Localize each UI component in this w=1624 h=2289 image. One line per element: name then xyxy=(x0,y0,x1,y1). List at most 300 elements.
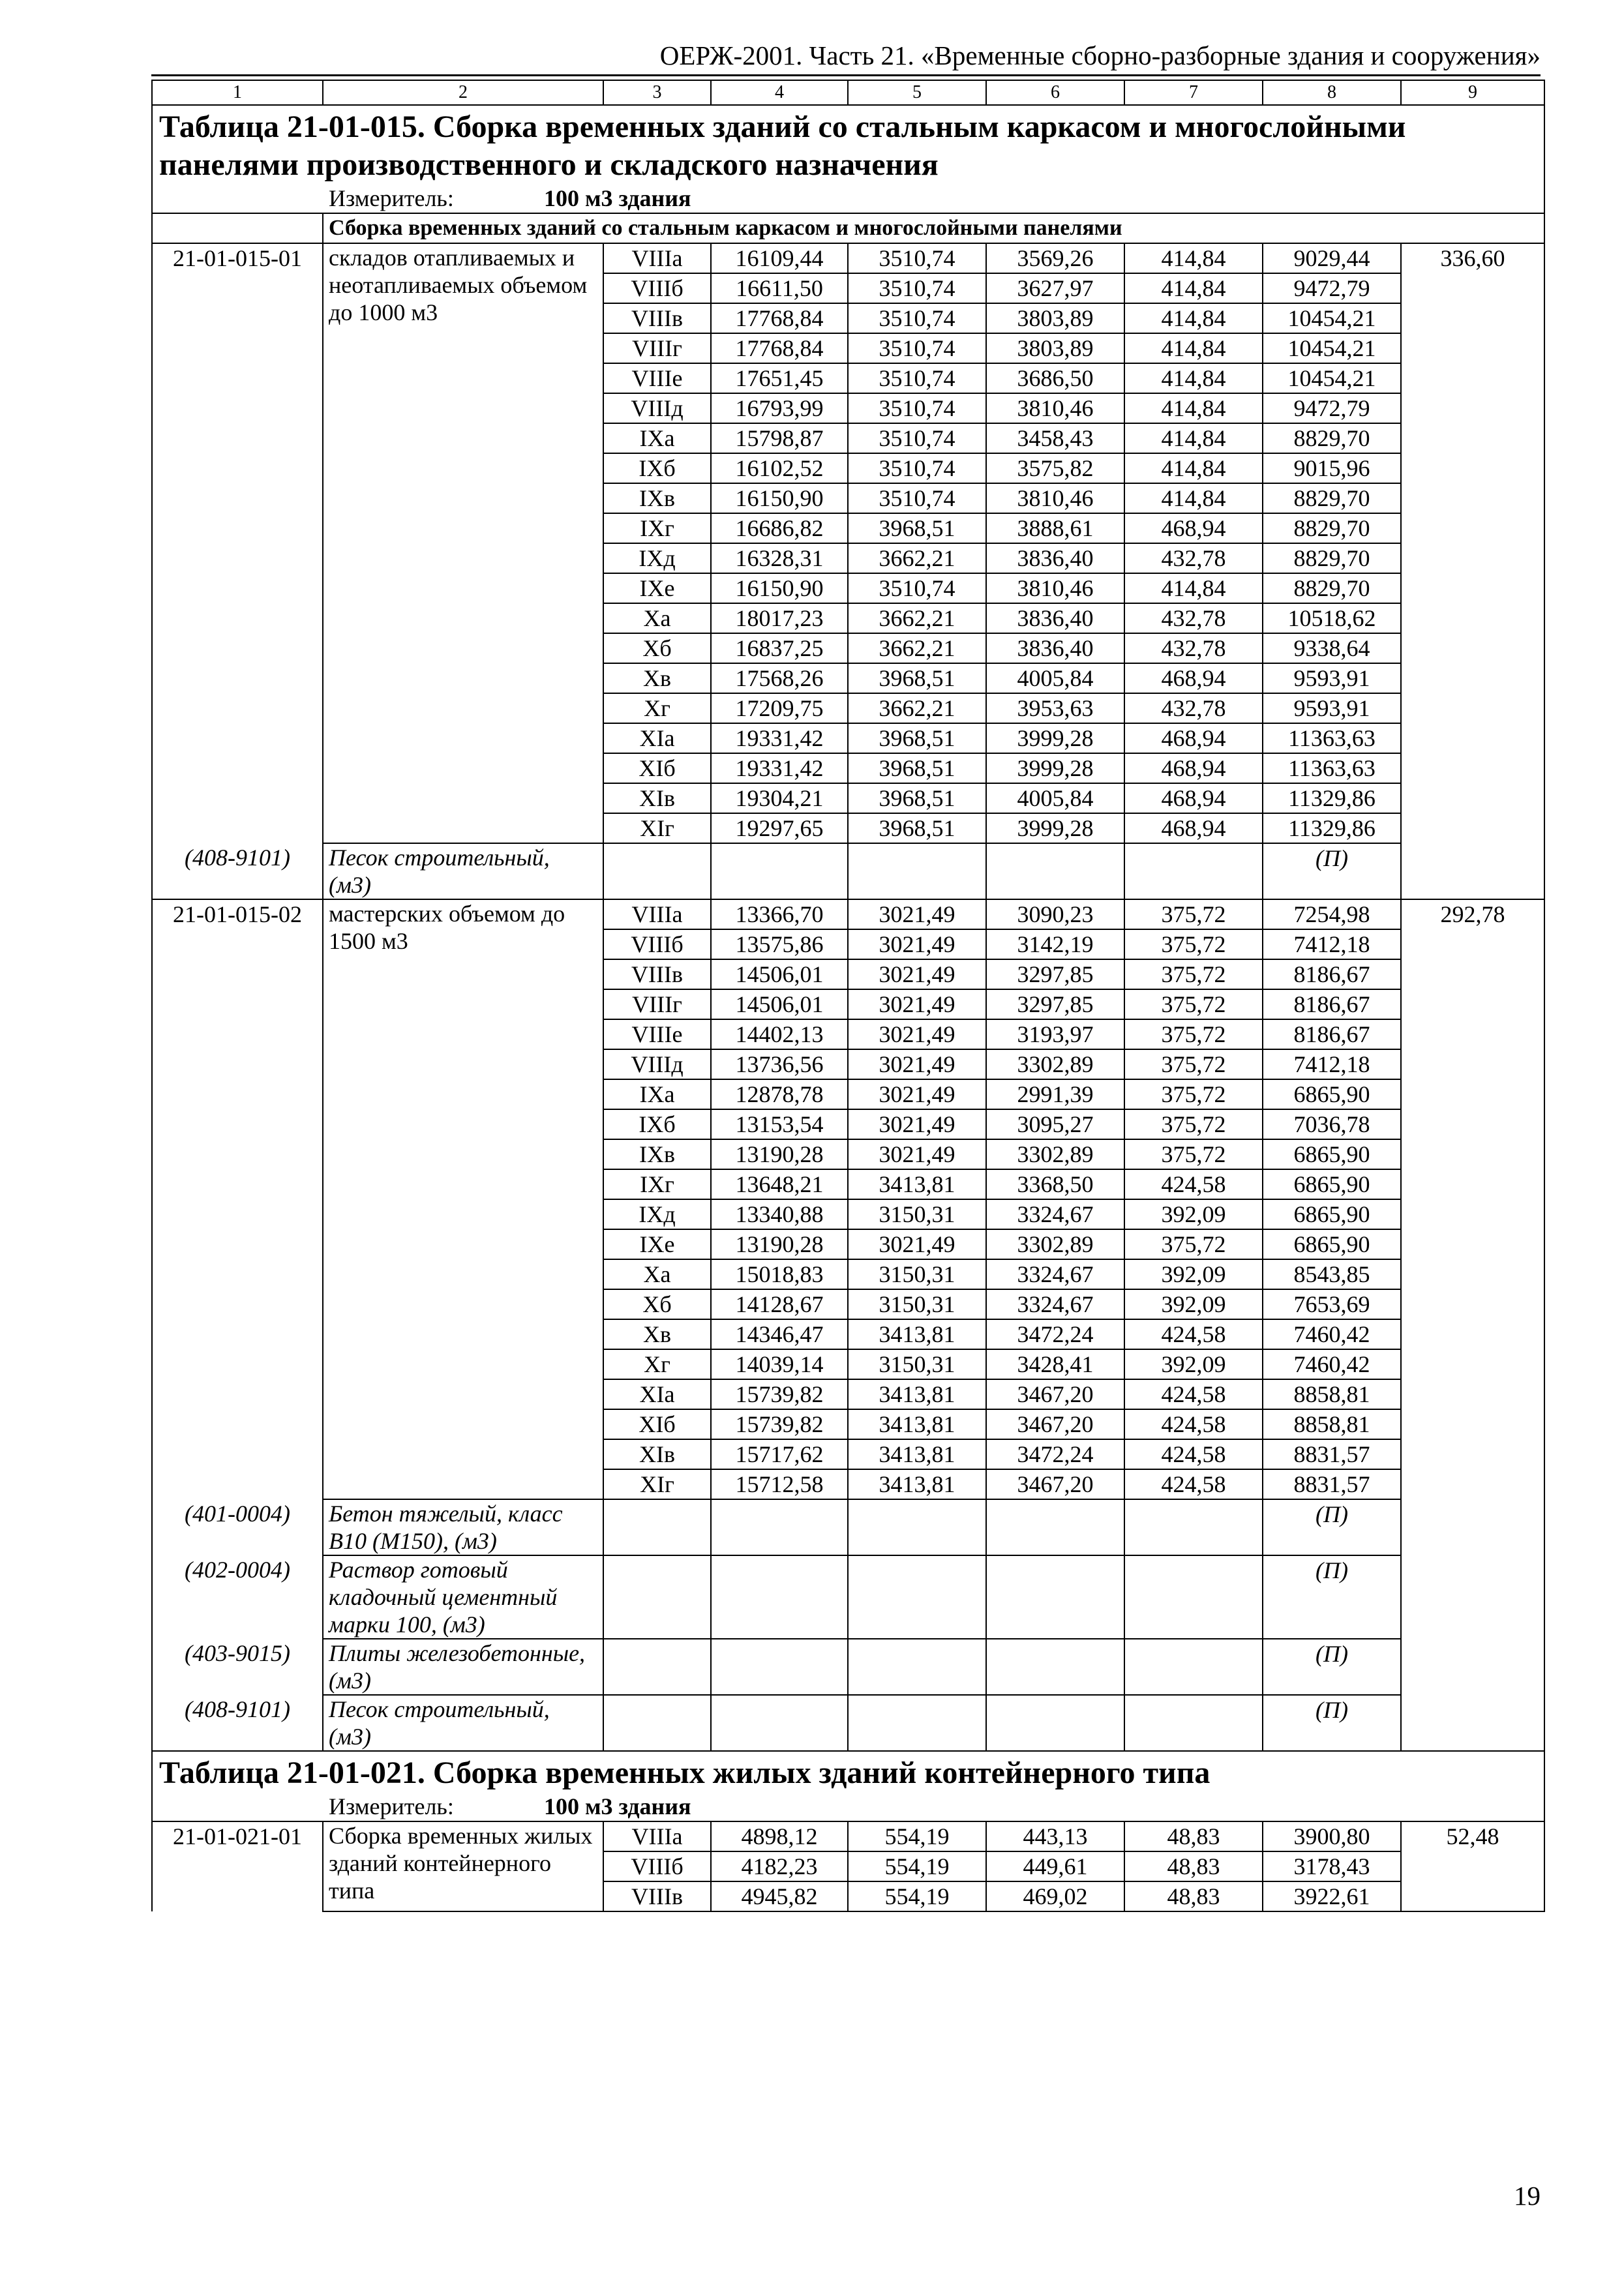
value-cell: 13153,54 xyxy=(711,1109,848,1139)
value-cell: 7036,78 xyxy=(1263,1109,1401,1139)
material-name: Песок строительный, (м3) xyxy=(323,843,603,899)
table-cell xyxy=(152,1049,323,1079)
value-cell: 3297,85 xyxy=(986,989,1124,1019)
value-cell: 8829,70 xyxy=(1263,543,1401,573)
value-cell: 414,84 xyxy=(1124,303,1263,333)
table-title: Таблица 21-01-021. Сборка временных жилых зданий контейнерного типа xyxy=(152,1751,1544,1792)
value-cell: 8543,85 xyxy=(1263,1259,1401,1289)
value-cell: 3458,43 xyxy=(986,423,1124,453)
table-title: Таблица 21-01-015. Сборка временных зданий со стальным каркасом и многослойными панелями производственного и складского назначения xyxy=(152,105,1544,184)
table-cell xyxy=(711,1499,848,1555)
value-cell: 3021,49 xyxy=(848,929,986,959)
value-cell: 9338,64 xyxy=(1263,633,1401,663)
value-cell: 13190,28 xyxy=(711,1229,848,1259)
table-cell xyxy=(711,1639,848,1695)
value-cell: 14128,67 xyxy=(711,1289,848,1319)
running-header: ОЕРЖ-2001. Часть 21. «Временные сборно-разборные здания и сооружения» xyxy=(151,37,1541,76)
material-code: (408-9101) xyxy=(152,843,323,899)
value-cell: 424,58 xyxy=(1124,1319,1263,1349)
material-name: Песок строительный, (м3) xyxy=(323,1695,603,1751)
value-cell: 7460,42 xyxy=(1263,1319,1401,1349)
table-cell xyxy=(711,1555,848,1639)
material-flag: (П) xyxy=(1263,843,1401,899)
value-cell: 6865,90 xyxy=(1263,1169,1401,1199)
value-cell: IXб xyxy=(603,1109,711,1139)
value-cell: VIIIг xyxy=(603,989,711,1019)
value-cell: 3510,74 xyxy=(848,483,986,513)
value-cell: 3142,19 xyxy=(986,929,1124,959)
value-cell: 554,19 xyxy=(848,1881,986,1911)
column-number: 7 xyxy=(1124,80,1263,105)
table-cell xyxy=(603,1639,711,1695)
rate-column-9: 336,60 xyxy=(1401,243,1544,899)
value-cell: 8829,70 xyxy=(1263,423,1401,453)
column-number: 3 xyxy=(603,80,711,105)
value-cell: 432,78 xyxy=(1124,693,1263,723)
value-cell: Xб xyxy=(603,1289,711,1319)
table-cell xyxy=(152,1079,323,1109)
table-cell xyxy=(603,843,711,899)
material-name: Плиты железобетонные, (м3) xyxy=(323,1639,603,1695)
table-cell xyxy=(152,603,323,633)
value-cell: VIIIб xyxy=(603,273,711,303)
value-cell: VIIIб xyxy=(603,1851,711,1881)
value-cell: 10454,21 xyxy=(1263,333,1401,363)
rate-column-9: 292,78 xyxy=(1401,899,1544,1751)
value-cell: 3968,51 xyxy=(848,723,986,753)
material-flag: (П) xyxy=(1263,1639,1401,1695)
value-cell: 4182,23 xyxy=(711,1851,848,1881)
value-cell: 3922,61 xyxy=(1263,1881,1401,1911)
value-cell: 3810,46 xyxy=(986,573,1124,603)
table-cell xyxy=(152,1439,323,1469)
value-cell: 3803,89 xyxy=(986,303,1124,333)
item-name: складов отапливаемых и неотапливаемых объемом до 1000 м3 xyxy=(323,243,603,843)
rate-column-9: 52,48 xyxy=(1401,1821,1544,1911)
value-cell: 9472,79 xyxy=(1263,273,1401,303)
value-cell: 13575,86 xyxy=(711,929,848,959)
value-cell: 19331,42 xyxy=(711,753,848,783)
value-cell: 375,72 xyxy=(1124,1139,1263,1169)
table-cell xyxy=(152,213,323,243)
value-cell: 3413,81 xyxy=(848,1319,986,1349)
value-cell: 8829,70 xyxy=(1263,513,1401,543)
value-cell: XIа xyxy=(603,723,711,753)
value-cell: 3467,20 xyxy=(986,1409,1124,1439)
value-cell: 424,58 xyxy=(1124,1169,1263,1199)
page-number: 19 xyxy=(1514,2181,1541,2211)
value-cell: 375,72 xyxy=(1124,1019,1263,1049)
value-cell: 8831,57 xyxy=(1263,1439,1401,1469)
value-cell: Xб xyxy=(603,633,711,663)
value-cell: 3888,61 xyxy=(986,513,1124,543)
value-cell: 424,58 xyxy=(1124,1469,1263,1499)
value-cell: 3810,46 xyxy=(986,483,1124,513)
value-cell: 13366,70 xyxy=(711,899,848,929)
value-cell: 3090,23 xyxy=(986,899,1124,929)
table-cell xyxy=(152,1019,323,1049)
value-cell: Xг xyxy=(603,693,711,723)
value-cell: 8858,81 xyxy=(1263,1409,1401,1439)
table-cell xyxy=(152,333,323,363)
value-cell: 16793,99 xyxy=(711,393,848,423)
value-cell: VIIIа xyxy=(603,243,711,273)
table-cell xyxy=(152,753,323,783)
value-cell: 15717,62 xyxy=(711,1439,848,1469)
column-number: 8 xyxy=(1263,80,1401,105)
value-cell: 3810,46 xyxy=(986,393,1124,423)
value-cell: 3662,21 xyxy=(848,693,986,723)
measure-cell xyxy=(152,1792,1544,1821)
table-cell xyxy=(848,1499,986,1555)
material-name: Раствор готовый кладочный цементный марки 100, (м3) xyxy=(323,1555,603,1639)
value-cell: 4945,82 xyxy=(711,1881,848,1911)
table-cell xyxy=(152,273,323,303)
table-cell xyxy=(152,813,323,843)
value-cell: 9472,79 xyxy=(1263,393,1401,423)
column-number: 1 xyxy=(152,80,323,105)
value-cell: 8831,57 xyxy=(1263,1469,1401,1499)
value-cell: 16328,31 xyxy=(711,543,848,573)
table-cell xyxy=(986,1555,1124,1639)
value-cell: 3021,49 xyxy=(848,1019,986,1049)
table-cell xyxy=(152,1409,323,1439)
value-cell: 3686,50 xyxy=(986,363,1124,393)
value-cell: 11329,86 xyxy=(1263,783,1401,813)
value-cell: 392,09 xyxy=(1124,1199,1263,1229)
table-cell xyxy=(152,1379,323,1409)
table-cell xyxy=(152,1109,323,1139)
value-cell: 414,84 xyxy=(1124,423,1263,453)
material-flag: (П) xyxy=(1263,1695,1401,1751)
value-cell: 9029,44 xyxy=(1263,243,1401,273)
value-cell: VIIIв xyxy=(603,959,711,989)
value-cell: VIIIв xyxy=(603,1881,711,1911)
value-cell: IXв xyxy=(603,483,711,513)
value-cell: 10454,21 xyxy=(1263,363,1401,393)
value-cell: 414,84 xyxy=(1124,363,1263,393)
table-cell xyxy=(152,723,323,753)
value-cell: 3968,51 xyxy=(848,813,986,843)
value-cell: 469,02 xyxy=(986,1881,1124,1911)
value-cell: 3413,81 xyxy=(848,1409,986,1439)
table-cell xyxy=(711,1695,848,1751)
material-code: (408-9101) xyxy=(152,1695,323,1751)
value-cell: VIIIд xyxy=(603,1049,711,1079)
value-cell: 14506,01 xyxy=(711,959,848,989)
material-flag: (П) xyxy=(1263,1499,1401,1555)
value-cell: 443,13 xyxy=(986,1821,1124,1851)
value-cell: IXа xyxy=(603,423,711,453)
value-cell: Xа xyxy=(603,603,711,633)
value-cell: 10454,21 xyxy=(1263,303,1401,333)
table-cell xyxy=(603,1695,711,1751)
table-cell xyxy=(848,1555,986,1639)
column-number: 4 xyxy=(711,80,848,105)
value-cell: 3095,27 xyxy=(986,1109,1124,1139)
value-cell: 375,72 xyxy=(1124,899,1263,929)
value-cell: 13340,88 xyxy=(711,1199,848,1229)
table-cell xyxy=(152,423,323,453)
value-cell: Xа xyxy=(603,1259,711,1289)
value-cell: 3569,26 xyxy=(986,243,1124,273)
value-cell: 3999,28 xyxy=(986,753,1124,783)
value-cell: 11363,63 xyxy=(1263,753,1401,783)
value-cell: 19297,65 xyxy=(711,813,848,843)
value-cell: 3324,67 xyxy=(986,1259,1124,1289)
value-cell: XIв xyxy=(603,783,711,813)
value-cell: 16150,90 xyxy=(711,573,848,603)
table-cell xyxy=(152,573,323,603)
measure-label: Измеритель: xyxy=(329,1793,454,1819)
value-cell: 17568,26 xyxy=(711,663,848,693)
material-row xyxy=(152,1555,1544,1639)
value-cell: 16109,44 xyxy=(711,243,848,273)
value-cell: 3302,89 xyxy=(986,1229,1124,1259)
value-cell: 7460,42 xyxy=(1263,1349,1401,1379)
value-cell: 432,78 xyxy=(1124,543,1263,573)
value-cell: 13648,21 xyxy=(711,1169,848,1199)
value-cell: 3021,49 xyxy=(848,1229,986,1259)
value-cell: 3510,74 xyxy=(848,393,986,423)
value-cell: 3368,50 xyxy=(986,1169,1124,1199)
table-cell xyxy=(152,783,323,813)
value-cell: 15018,83 xyxy=(711,1259,848,1289)
value-cell: 14346,47 xyxy=(711,1319,848,1349)
table-cell xyxy=(152,1289,323,1319)
value-cell: XIб xyxy=(603,1409,711,1439)
material-row xyxy=(152,1639,1544,1695)
table-cell xyxy=(711,843,848,899)
value-cell: 3510,74 xyxy=(848,303,986,333)
value-cell: 3510,74 xyxy=(848,423,986,453)
value-cell: 6865,90 xyxy=(1263,1139,1401,1169)
table-cell xyxy=(152,1139,323,1169)
value-cell: 6865,90 xyxy=(1263,1079,1401,1109)
value-cell: 414,84 xyxy=(1124,333,1263,363)
material-flag: (П) xyxy=(1263,1555,1401,1639)
table-row xyxy=(152,1821,1544,1851)
value-cell: 375,72 xyxy=(1124,959,1263,989)
measure-row xyxy=(152,184,1544,213)
value-cell: 15739,82 xyxy=(711,1379,848,1409)
value-cell: 392,09 xyxy=(1124,1259,1263,1289)
table-cell xyxy=(152,1319,323,1349)
table-row xyxy=(152,899,1544,929)
table-cell xyxy=(986,843,1124,899)
value-cell: 3968,51 xyxy=(848,513,986,543)
table-cell xyxy=(152,303,323,333)
value-cell: 468,94 xyxy=(1124,783,1263,813)
table-cell xyxy=(152,1259,323,1289)
value-cell: 9593,91 xyxy=(1263,663,1401,693)
value-cell: VIIIг xyxy=(603,333,711,363)
table-cell xyxy=(152,543,323,573)
value-cell: 4898,12 xyxy=(711,1821,848,1851)
measure-row xyxy=(152,1792,1544,1821)
value-cell: VIIIе xyxy=(603,1019,711,1049)
value-cell: 14402,13 xyxy=(711,1019,848,1049)
value-cell: 3428,41 xyxy=(986,1349,1124,1379)
value-cell: 6865,90 xyxy=(1263,1229,1401,1259)
value-cell: 8186,67 xyxy=(1263,989,1401,1019)
item-name: мастерских объемом до 1500 м3 xyxy=(323,899,603,1499)
table-cell xyxy=(1124,1499,1263,1555)
value-cell: 3953,63 xyxy=(986,693,1124,723)
value-cell: 3467,20 xyxy=(986,1469,1124,1499)
table-cell xyxy=(1124,1695,1263,1751)
value-cell: 15798,87 xyxy=(711,423,848,453)
value-cell: 3324,67 xyxy=(986,1289,1124,1319)
value-cell: 3510,74 xyxy=(848,273,986,303)
table-cell xyxy=(848,1695,986,1751)
value-cell: 392,09 xyxy=(1124,1289,1263,1319)
value-cell: 3999,28 xyxy=(986,813,1124,843)
value-cell: 17768,84 xyxy=(711,303,848,333)
value-cell: 3968,51 xyxy=(848,663,986,693)
value-cell: 3021,49 xyxy=(848,1139,986,1169)
value-cell: 13736,56 xyxy=(711,1049,848,1079)
table-title-row xyxy=(152,1751,1544,1792)
value-cell: VIIIд xyxy=(603,393,711,423)
table-cell xyxy=(986,1695,1124,1751)
value-cell: 3836,40 xyxy=(986,603,1124,633)
value-cell: 468,94 xyxy=(1124,813,1263,843)
table-cell xyxy=(603,1499,711,1555)
value-cell: 3968,51 xyxy=(848,783,986,813)
table-cell xyxy=(152,663,323,693)
value-cell: 3021,49 xyxy=(848,1079,986,1109)
value-cell: 414,84 xyxy=(1124,393,1263,423)
value-cell: 14039,14 xyxy=(711,1349,848,1379)
value-cell: 3836,40 xyxy=(986,633,1124,663)
value-cell: 375,72 xyxy=(1124,929,1263,959)
value-cell: 3302,89 xyxy=(986,1049,1124,1079)
value-cell: 375,72 xyxy=(1124,1079,1263,1109)
value-cell: IXд xyxy=(603,543,711,573)
value-cell: 3510,74 xyxy=(848,453,986,483)
rate-code: 21-01-015-02 xyxy=(152,899,323,929)
value-cell: 48,83 xyxy=(1124,1821,1263,1851)
table-cell xyxy=(1124,1555,1263,1639)
value-cell: 3413,81 xyxy=(848,1379,986,1409)
value-cell: 3413,81 xyxy=(848,1439,986,1469)
value-cell: Xг xyxy=(603,1349,711,1379)
value-cell: IXв xyxy=(603,1139,711,1169)
value-cell: Xв xyxy=(603,1319,711,1349)
value-cell: 6865,90 xyxy=(1263,1199,1401,1229)
rates-table xyxy=(151,80,1545,1912)
measure-cell xyxy=(152,184,1544,213)
table-cell xyxy=(848,1639,986,1695)
value-cell: 8186,67 xyxy=(1263,1019,1401,1049)
value-cell: 16837,25 xyxy=(711,633,848,663)
value-cell: 16686,82 xyxy=(711,513,848,543)
table-cell xyxy=(152,929,323,959)
column-number-row xyxy=(152,80,1544,105)
value-cell: VIIIе xyxy=(603,363,711,393)
value-cell: 2991,39 xyxy=(986,1079,1124,1109)
value-cell: 7412,18 xyxy=(1263,1049,1401,1079)
value-cell: 3324,67 xyxy=(986,1199,1124,1229)
value-cell: 432,78 xyxy=(1124,603,1263,633)
value-cell: 3413,81 xyxy=(848,1169,986,1199)
material-name: Бетон тяжелый, класс В10 (М150), (м3) xyxy=(323,1499,603,1555)
table-cell xyxy=(152,513,323,543)
value-cell: Xв xyxy=(603,663,711,693)
table-cell xyxy=(152,693,323,723)
value-cell: 17651,45 xyxy=(711,363,848,393)
value-cell: 8829,70 xyxy=(1263,483,1401,513)
rate-code: 21-01-015-01 xyxy=(152,243,323,273)
value-cell: 468,94 xyxy=(1124,723,1263,753)
value-cell: 48,83 xyxy=(1124,1851,1263,1881)
column-number: 6 xyxy=(986,80,1124,105)
table-cell xyxy=(152,453,323,483)
value-cell: 11363,63 xyxy=(1263,723,1401,753)
value-cell: 375,72 xyxy=(1124,1109,1263,1139)
table-cell xyxy=(152,1881,323,1911)
value-cell: 3662,21 xyxy=(848,543,986,573)
value-cell: 4005,84 xyxy=(986,663,1124,693)
value-cell: 3150,31 xyxy=(848,1199,986,1229)
measure-label: Измеритель: xyxy=(329,185,454,211)
material-row xyxy=(152,1695,1544,1751)
table-cell xyxy=(152,989,323,1019)
table-cell xyxy=(603,1555,711,1639)
measure-unit: 100 м3 здания xyxy=(544,185,691,211)
table-cell xyxy=(152,959,323,989)
value-cell: IXе xyxy=(603,573,711,603)
value-cell: 15712,58 xyxy=(711,1469,848,1499)
value-cell: XIг xyxy=(603,813,711,843)
value-cell: 3575,82 xyxy=(986,453,1124,483)
rate-code: 21-01-021-01 xyxy=(152,1821,323,1851)
value-cell: 15739,82 xyxy=(711,1409,848,1439)
value-cell: 414,84 xyxy=(1124,483,1263,513)
value-cell: 392,09 xyxy=(1124,1349,1263,1379)
value-cell: 3150,31 xyxy=(848,1259,986,1289)
value-cell: 48,83 xyxy=(1124,1881,1263,1911)
value-cell: 468,94 xyxy=(1124,663,1263,693)
table-cell xyxy=(152,1851,323,1881)
value-cell: 3021,49 xyxy=(848,899,986,929)
section-heading: Сборка временных зданий со стальным каркасом и многослойными панелями xyxy=(323,213,1544,243)
value-cell: 19304,21 xyxy=(711,783,848,813)
value-cell: 3836,40 xyxy=(986,543,1124,573)
value-cell: 19331,42 xyxy=(711,723,848,753)
value-cell: XIб xyxy=(603,753,711,783)
item-name: Сборка временных жилых зданий контейнерного типа xyxy=(323,1821,603,1911)
value-cell: 554,19 xyxy=(848,1851,986,1881)
value-cell: 3510,74 xyxy=(848,333,986,363)
table-cell xyxy=(152,1229,323,1259)
value-cell: 8858,81 xyxy=(1263,1379,1401,1409)
value-cell: 3150,31 xyxy=(848,1289,986,1319)
value-cell: 3999,28 xyxy=(986,723,1124,753)
table-cell xyxy=(152,483,323,513)
value-cell: IXб xyxy=(603,453,711,483)
value-cell: 3178,43 xyxy=(1263,1851,1401,1881)
value-cell: 3472,24 xyxy=(986,1319,1124,1349)
value-cell: 12878,78 xyxy=(711,1079,848,1109)
value-cell: 3510,74 xyxy=(848,573,986,603)
material-code: (401-0004) xyxy=(152,1499,323,1555)
table-cell xyxy=(1124,843,1263,899)
measure-unit: 100 м3 здания xyxy=(544,1793,691,1819)
value-cell: 424,58 xyxy=(1124,1379,1263,1409)
value-cell: 375,72 xyxy=(1124,1049,1263,1079)
